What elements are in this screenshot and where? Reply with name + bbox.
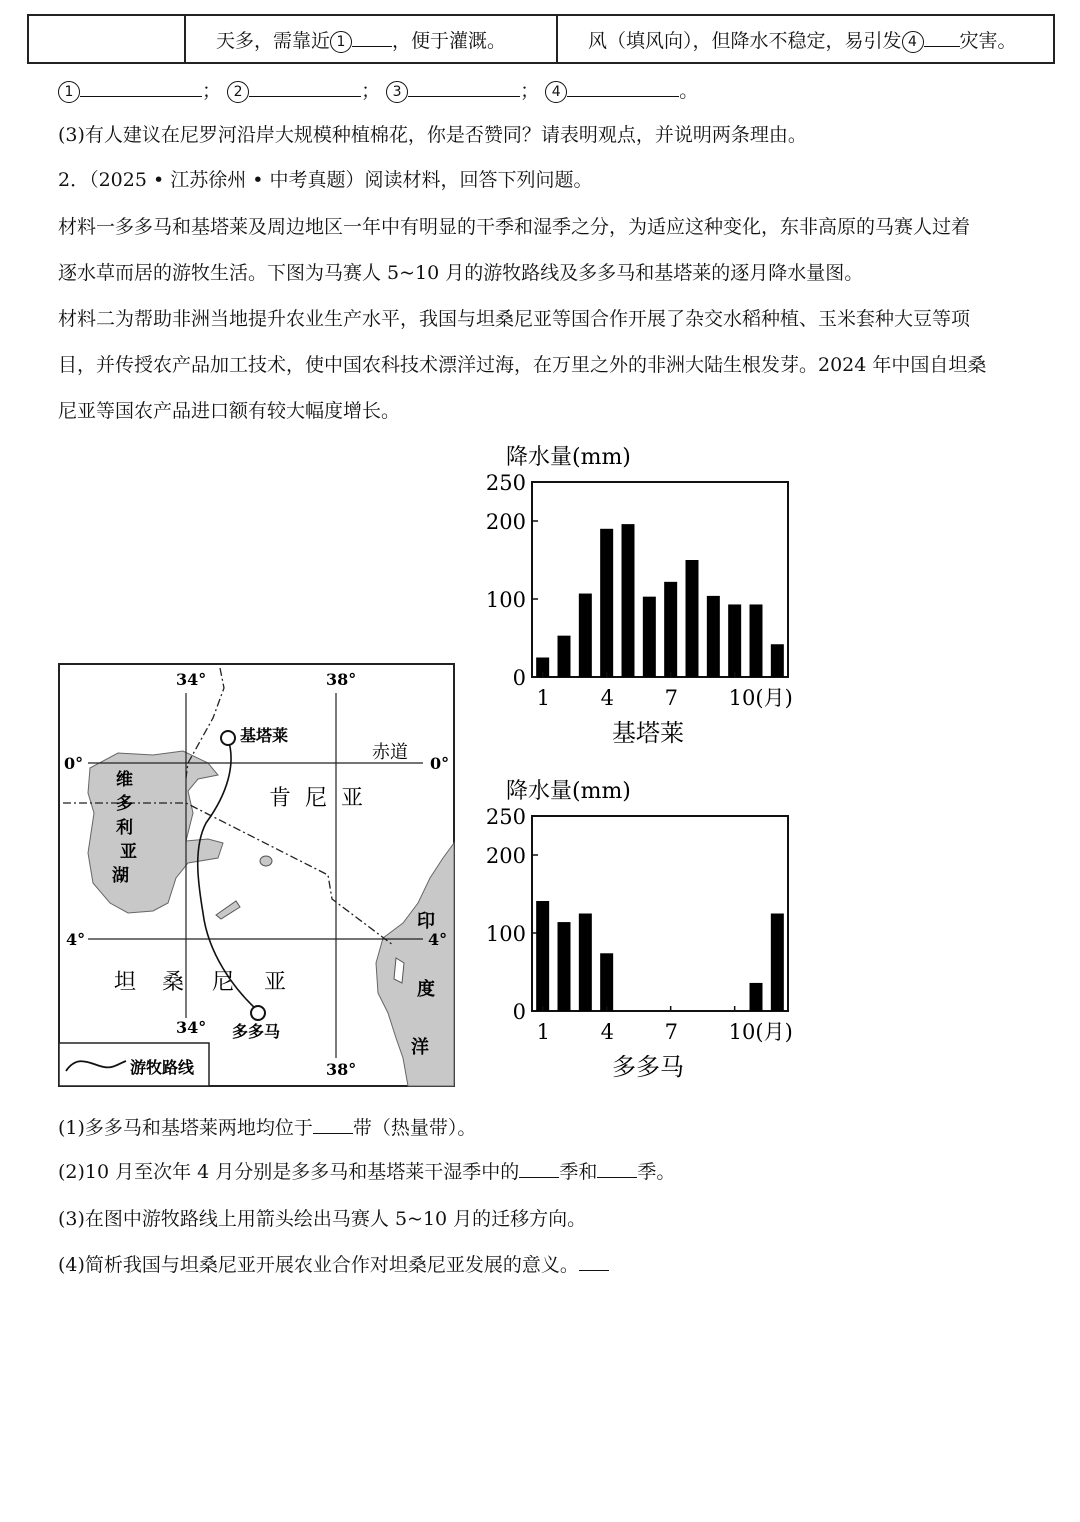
y-tick-label: 0: [512, 1000, 526, 1024]
x-tick-label: 4: [600, 1020, 615, 1044]
ocean-label: 度: [417, 979, 435, 1000]
y-axis-label: 降水量(mm): [506, 779, 631, 804]
bar-12: [771, 914, 784, 1012]
circled-number: 3: [386, 81, 408, 103]
x-tick-label: 1: [536, 686, 551, 710]
material-2-line-1: 材料二为帮助非洲当地提升农业生产水平，我国与坦桑尼亚等国合作开展了杂交水稻种植、玉米套种大豆等项: [58, 308, 971, 330]
bar-6: [643, 597, 656, 677]
answer-blank[interactable]: [597, 1176, 637, 1178]
question-text: 季和: [559, 1161, 598, 1183]
answer-blank-1[interactable]: [80, 95, 202, 97]
cell-text: 天多，需靠近: [216, 29, 331, 52]
answer-blank[interactable]: [519, 1176, 559, 1178]
chart-title: 多多马: [612, 1053, 684, 1081]
question-2-header: 2．（2025 • 江苏徐州 • 中考真题）阅读材料，回答下列问题。: [58, 169, 593, 191]
circled-number: 1: [330, 31, 352, 53]
ocean-label: 洋: [411, 1037, 429, 1058]
lake-label: 多: [116, 794, 133, 814]
sub-question-3: (3)在图中游牧路线上用箭头绘出马赛人 5~10 月的迁移方向。: [58, 1208, 587, 1230]
material-1-line-2: 逐水草而居的游牧生活。下图为马赛人 5~10 月的游牧路线及多多马和基塔莱的逐月降水量图。: [58, 262, 864, 284]
lon-label: 38°: [326, 1060, 357, 1079]
nomadic-route-map: [58, 663, 455, 1087]
answer-table: [27, 14, 1055, 64]
y-tick-label: 100: [485, 922, 526, 946]
y-tick-label: 200: [485, 510, 526, 534]
question-text: (2)10 月至次年 4 月分别是多多马和基塔莱干湿季中的: [58, 1161, 520, 1183]
circled-number: 4: [902, 31, 924, 53]
lat-label: 4°: [428, 930, 448, 949]
bar-2: [558, 636, 571, 677]
answer-blank-2[interactable]: [249, 95, 361, 97]
bar-4: [600, 529, 613, 677]
y-tick-label: 100: [485, 588, 526, 612]
sub-question-1: [58, 1113, 476, 1140]
bar-10: [728, 604, 741, 677]
kenya-label: 亚: [341, 786, 364, 811]
island: [394, 958, 404, 983]
chart-plot: [486, 445, 793, 747]
circled-number: 1: [58, 81, 80, 103]
island: [260, 856, 272, 866]
kenya-label: 肯: [269, 786, 292, 811]
y-tick-label: 250: [485, 805, 526, 829]
table-row: [28, 15, 1054, 63]
answer-blank[interactable]: [313, 1132, 353, 1134]
circled-number: 2: [227, 81, 249, 103]
x-tick-label: 10(月): [728, 686, 793, 710]
separator: ；: [202, 80, 222, 102]
kitale-label: 基塔莱: [240, 726, 289, 745]
bar-12: [771, 644, 784, 677]
cell-text: 灾害。: [959, 29, 1017, 52]
lon-label: 34°: [176, 1018, 207, 1037]
dodoma-rainfall-chart: [480, 772, 800, 1084]
tanzania-label: 亚: [264, 970, 287, 995]
bar-4: [600, 953, 613, 1011]
cell-text: ，便于灌溉。: [392, 29, 507, 52]
question-text: 季。: [637, 1161, 676, 1183]
separator: ；: [520, 80, 540, 102]
answer-blank-3[interactable]: [408, 95, 520, 97]
dodoma-label: 多多马: [232, 1022, 281, 1041]
lat-label: 0°: [430, 754, 450, 773]
bar-11: [750, 604, 763, 677]
y-tick-label: 200: [485, 844, 526, 868]
bar-3: [579, 594, 592, 677]
material-2-line-3: 尼亚等国农产品进口额有较大幅度增长。: [58, 400, 401, 422]
bar-8: [686, 560, 699, 677]
circled-number: 4: [545, 81, 567, 103]
chart-title: 基塔莱: [612, 719, 684, 747]
y-tick-label: 250: [485, 471, 526, 495]
tanzania-label: 桑: [162, 970, 185, 995]
tanzania-label: 尼: [212, 970, 235, 995]
lake-label: 利: [116, 818, 133, 838]
lon-label: 38°: [326, 670, 357, 689]
answer-line: [58, 76, 698, 103]
kitale-marker: [221, 731, 235, 745]
dodoma-marker: [251, 1006, 265, 1020]
cell-text: 风（填风向），但降水不稳定，易引发: [588, 29, 902, 52]
bar-11: [750, 983, 763, 1011]
question-1-3: (3)有人建议在尼罗河沿岸大规模种植棉花，你是否赞同？请表明观点，并说明两条理由。: [58, 124, 807, 146]
bar-3: [579, 914, 592, 1012]
bar-9: [707, 596, 720, 677]
lon-label: 34°: [176, 670, 207, 689]
kitale-rainfall-chart: [480, 438, 800, 750]
question-text: (1)多多马和基塔莱两地均位于: [58, 1117, 313, 1139]
x-tick-label: 4: [600, 686, 615, 710]
equator-label: 赤道: [372, 742, 408, 763]
separator: 。: [679, 80, 699, 102]
sub-question-4: [58, 1250, 609, 1277]
legend-label: 游牧路线: [130, 1058, 195, 1077]
lake-label: 亚: [120, 842, 137, 862]
answer-blank[interactable]: [924, 45, 960, 47]
x-tick-label: 1: [536, 1020, 551, 1044]
bar-5: [622, 524, 635, 677]
chart-plot: [486, 779, 793, 1081]
table-cell-water: [185, 15, 557, 63]
question-text: (4)简析我国与坦桑尼亚开展农业合作对坦桑尼亚发展的意义。: [58, 1254, 579, 1276]
bar-7: [664, 582, 677, 677]
lat-label: 4°: [66, 930, 86, 949]
answer-blank-4[interactable]: [567, 95, 679, 97]
ocean-label: 印: [417, 911, 435, 932]
tanzania-label: 坦: [114, 970, 137, 995]
question-text: 带（热量带）。: [352, 1117, 477, 1139]
x-tick-label: 7: [664, 1020, 679, 1044]
bar-2: [558, 922, 571, 1011]
lake-label: 湖: [112, 866, 129, 886]
lake-label: 维: [116, 770, 133, 790]
bar-1: [536, 901, 549, 1011]
answer-blank[interactable]: [579, 1269, 609, 1271]
lat-label: 0°: [64, 754, 84, 773]
separator: ；: [361, 80, 381, 102]
material-2-line-2: 目，并传授农产品加工技术，使中国农科技术漂洋过海，在万里之外的非洲大陆生根发芽。2024 年中国自坦桑: [58, 354, 987, 376]
table-cell-empty: [28, 15, 185, 63]
material-1-line-1: 材料一多多马和基塔莱及周边地区一年中有明显的干季和湿季之分，为适应这种变化，东非高原的马赛人过着: [58, 216, 971, 238]
sub-question-2: [58, 1157, 675, 1184]
x-tick-label: 10(月): [728, 1020, 793, 1044]
answer-blank[interactable]: [352, 45, 392, 47]
kenya-label: 尼: [305, 786, 328, 811]
table-cell-wind: [557, 15, 1054, 63]
y-axis-label: 降水量(mm): [506, 445, 631, 470]
x-tick-label: 7: [664, 686, 679, 710]
y-tick-label: 0: [512, 666, 526, 690]
